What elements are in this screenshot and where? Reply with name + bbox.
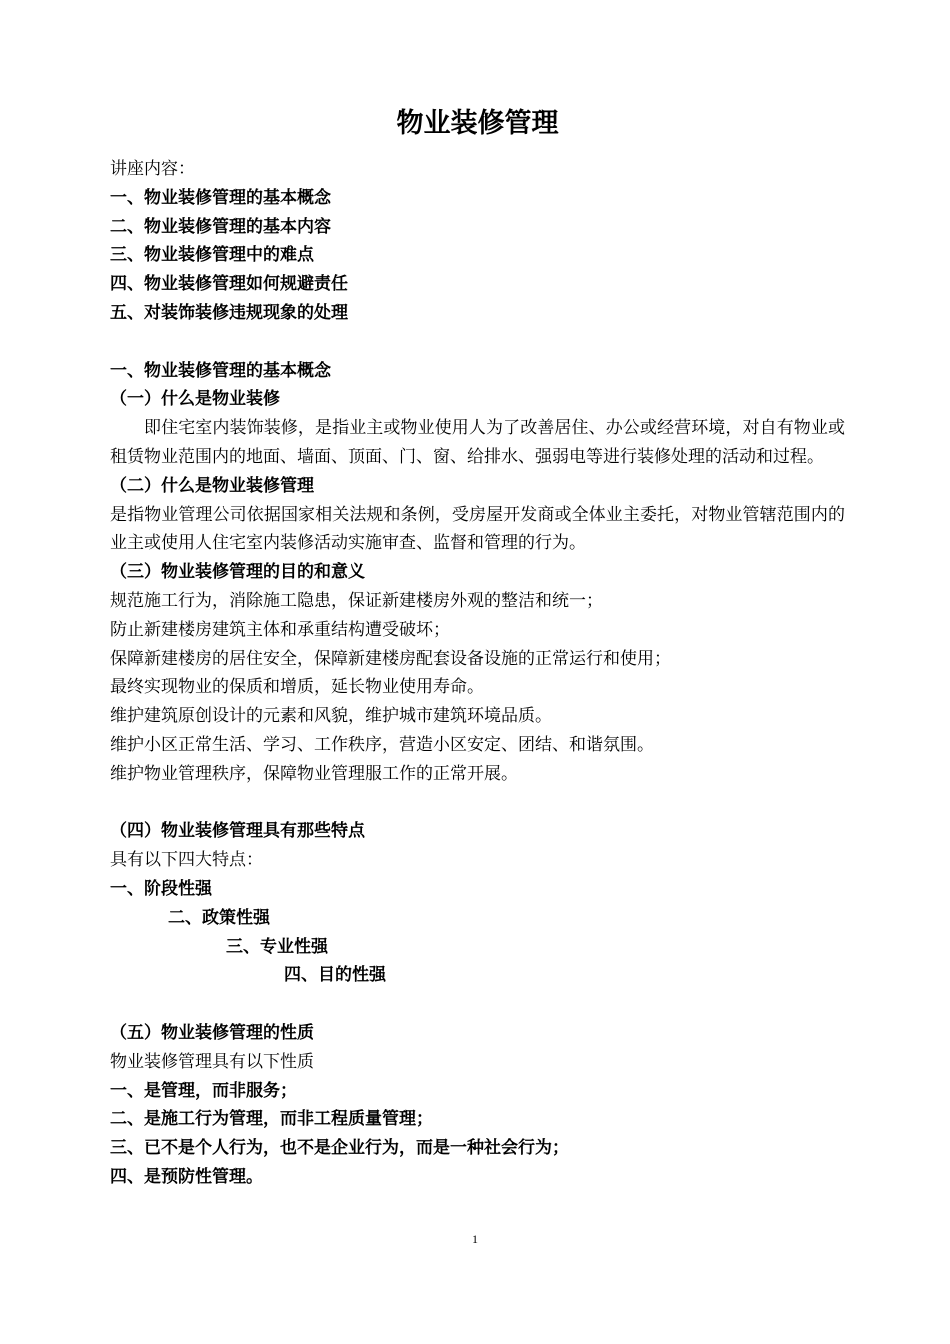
feature-item: 四、目的性强 <box>284 965 386 986</box>
toc-item: 二、物业装修管理的基本内容 <box>110 216 331 237</box>
list-item: 最终实现物业的保质和增质，延长物业使用寿命。 <box>110 677 484 698</box>
subsection-heading: （五）物业装修管理的性质 <box>110 1022 314 1043</box>
nature-item: 四、是预防性管理。 <box>110 1166 263 1187</box>
subsection-heading: （一）什么是物业装修 <box>110 389 280 410</box>
feature-item: 三、专业性强 <box>226 936 328 957</box>
paragraph: 是指物业管理公司依据国家相关法规和条例，受房屋开发商或全体业主委托，对物业管辖范围内的业主或使用人住宅室内装修活动实施审查、监督和管理的行为。 <box>110 504 845 554</box>
toc-item: 三、物业装修管理中的难点 <box>110 245 314 266</box>
list-item: 维护小区正常生活、学习、工作秩序，营造小区安定、团结、和谐氛围。 <box>110 734 654 755</box>
feature-item: 二、政策性强 <box>168 907 270 928</box>
list-item: 维护物业管理秩序，保障物业管理服工作的正常开展。 <box>110 763 518 784</box>
list-item: 防止新建楼房建筑主体和承重结构遭受破坏； <box>110 619 450 640</box>
subsection-heading: （三）物业装修管理的目的和意义 <box>110 562 365 583</box>
nature-item: 三、已不是个人行为，也不是企业行为，而是一种社会行为； <box>110 1138 569 1159</box>
spacer <box>110 990 845 1019</box>
toc-item: 一、物业装修管理的基本概念 <box>110 187 331 208</box>
paragraph: 即住宅室内装饰装修，是指业主或物业使用人为了改善居住、办公或经营环境，对自有物业或租赁物业范围内的地面、墙面、顶面、门、窗、给排水、强弱电等进行装修处理的活动和过程。 <box>110 418 845 467</box>
nature-item: 一、是管理，而非服务； <box>110 1080 297 1101</box>
toc-item: 四、物业装修管理如何规避责任 <box>110 274 348 295</box>
page-title: 物业装修管理 <box>396 108 559 139</box>
document-page <box>110 104 845 1192</box>
list-item: 规范施工行为，消除施工隐患，保证新建楼房外观的整洁和统一； <box>110 590 603 611</box>
subsection-heading: （四）物业装修管理具有那些特点 <box>110 821 365 842</box>
toc-item: 五、对装饰装修违规现象的处理 <box>110 302 348 323</box>
subsection-heading: （二）什么是物业装修管理 <box>110 475 314 496</box>
list-intro: 具有以下四大特点： <box>110 850 263 871</box>
section-heading: 一、物业装修管理的基本概念 <box>110 360 331 381</box>
page-number: 1 <box>472 1232 478 1246</box>
list-item: 保障新建楼房的居住安全，保障新建楼房配套设备设施的正常运行和使用； <box>110 648 671 669</box>
list-intro: 物业装修管理具有以下性质 <box>110 1051 314 1072</box>
intro-label: 讲座内容： <box>110 159 195 179</box>
nature-item: 二、是施工行为管理，而非工程质量管理； <box>110 1109 433 1130</box>
spacer <box>110 328 845 357</box>
list-item: 维护建筑原创设计的元素和风貌，维护城市建筑环境品质。 <box>110 706 552 727</box>
feature-item: 一、阶段性强 <box>110 878 212 899</box>
spacer <box>110 789 845 818</box>
